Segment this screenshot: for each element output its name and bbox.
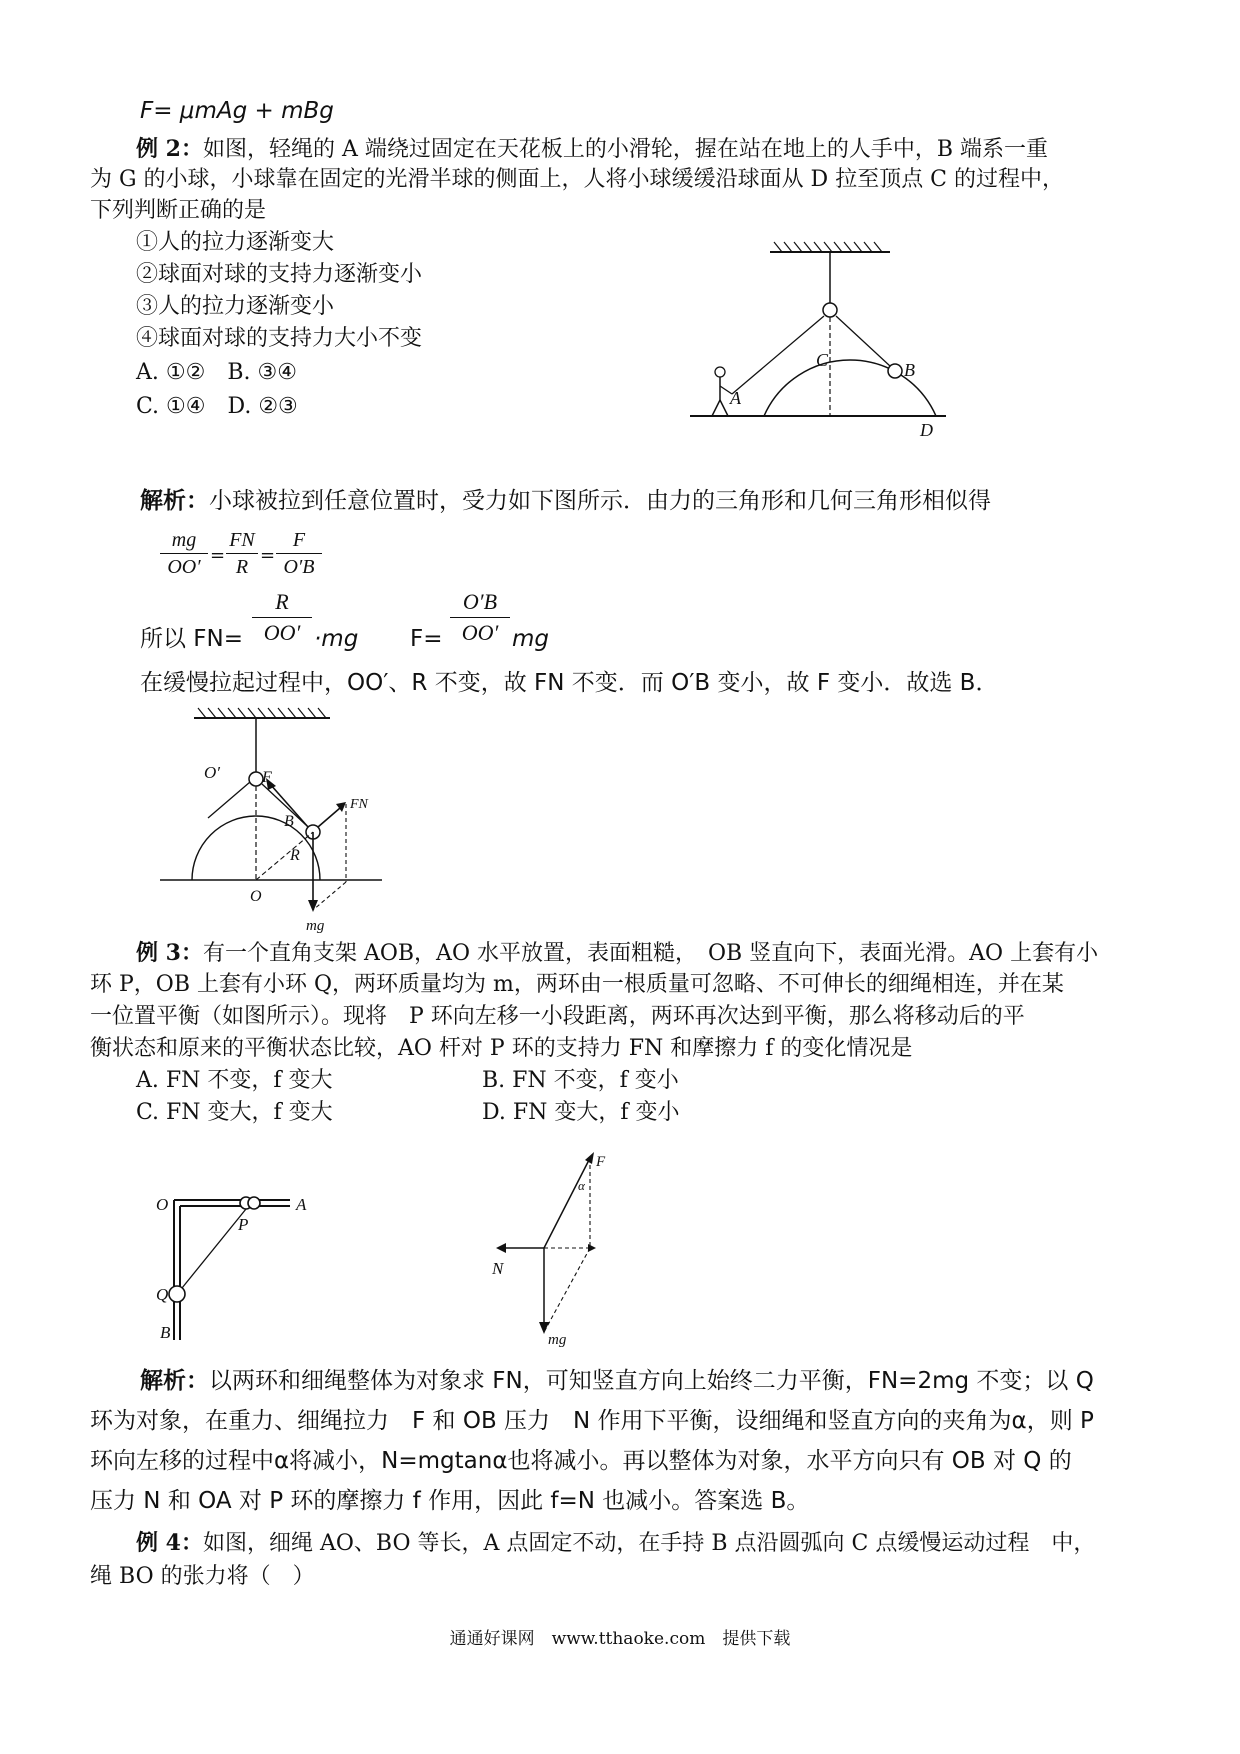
ex2-label: 例 2： <box>136 136 203 162</box>
ex3-label: 例 3： <box>136 940 203 966</box>
ex3-line3: 一位置平衡（如图所示）。现将 P 环向左移一小段距离，两环再次达到平衡，那么将移动后的平 <box>90 1004 1025 1029</box>
sol2-fig-label-o: O <box>250 888 262 905</box>
ex3-line4: 衡状态和原来的平衡状态比较，AO 杆对 P 环的支持力 FN 和摩擦力 f 的变化情况是 <box>90 1036 913 1061</box>
sol2-line <box>140 486 991 516</box>
eq-frac-1-num: mg <box>171 529 197 551</box>
ex4-text1: 如图，细绳 AO、BO 等长，A 点固定不动，在手持 B 点沿圆弧向 C 点缓慢运动过程 中， <box>202 1531 1096 1556</box>
fn-tail: ·mg <box>314 626 359 652</box>
sol2-fig-label-f: F <box>262 769 272 786</box>
formula-top: F= μmAg + mBg <box>140 98 334 124</box>
ex2-line1 <box>136 134 1048 165</box>
sol2-so-prefix: 所以 FN= <box>140 626 244 652</box>
eq-frac-2 <box>226 528 258 579</box>
fn-frac-den: OO′ <box>263 620 301 645</box>
ex2-item-4: ④球面对球的支持力大小不变 <box>136 326 423 351</box>
ex2-figure <box>690 240 950 440</box>
sol2-text: 小球被拉到任意位置时，受力如下图所示．由力的三角形和几何三角形相似得 <box>209 488 991 514</box>
eq-frac-1-den: OO′ <box>167 556 201 578</box>
sol2-figure <box>150 708 450 938</box>
ex3-option-c: C. FN 变大，f 变大 <box>136 1100 333 1125</box>
eq-frac-1 <box>160 528 208 579</box>
ex3-figure-bracket <box>150 1188 330 1348</box>
ex2-item-2: ②球面对球的支持力逐渐变小 <box>136 262 423 287</box>
fn-frac <box>252 588 312 647</box>
f-tail: mg <box>512 626 550 652</box>
sol2-fig-label-b: B <box>284 813 294 830</box>
ex4-line1 <box>136 1528 1095 1559</box>
sol3-label: 解析： <box>140 1368 209 1394</box>
ex4-line2: 绳 BO 的张力将（ ） <box>90 1564 315 1589</box>
eq-frac-2-num: FN <box>229 529 255 551</box>
ex2-item-1: ①人的拉力逐渐变大 <box>136 230 335 255</box>
ex3-fig2-label-alpha: α <box>578 1178 585 1193</box>
ex3-line2: 环 P，OB 上套有小环 Q，两环质量均为 m，两环由一根质量可忽略、不可伸长的细绳相连，并在某 <box>90 972 1064 997</box>
eq-frac-3-den: O′B <box>283 556 315 578</box>
ex3-fig1-label-a: A <box>296 1195 307 1214</box>
ex3-option-b: B. FN 不变，f 变小 <box>482 1068 679 1093</box>
page-footer: 通通好课网 www.tthaoke.com 提供下载 <box>449 1629 791 1649</box>
ex2-line2: 为 G 的小球，小球靠在固定的光滑半球的侧面上，人将小球缓缓沿球面从 D 拉至顶点 C 的过程中， <box>90 167 1065 192</box>
sol3-line2: 环为对象，在重力、细绳拉力 F 和 OB 压力 N 作用下平衡，设细绳和竖直方向的夹角为α，则 P <box>90 1408 1094 1434</box>
sol3-text1: 以两环和细绳整体为对象求 FN，可知竖直方向上始终二力平衡，FN=2mg 不变；以 Q <box>209 1368 1094 1394</box>
ex4-label: 例 4： <box>136 1530 203 1556</box>
ex3-text1: 有一个直角支架 AOB，AO 水平放置，表面粗糙， OB 竖直向下，表面光滑。AO 上套有小 <box>202 941 1099 966</box>
ex3-option-d: D. FN 变大，f 变小 <box>482 1100 680 1125</box>
eq-equal-2: = <box>260 545 276 566</box>
sol2-conclusion: 在缓慢拉起过程中，OO′、R 不变，故 FN 不变．而 O′B 变小，故 F 变小．故选 B． <box>140 670 999 696</box>
fn-frac-num: R <box>275 589 289 614</box>
eq-frac-3-num: F <box>292 529 306 551</box>
sol2-fig-label-fn: FN <box>350 797 368 812</box>
eq-frac-2-den: R <box>235 556 249 578</box>
sol2-fig-label-r: R <box>290 847 300 864</box>
eq-frac-3 <box>276 528 322 579</box>
f-prefix: F= <box>410 626 443 652</box>
ex3-fig1-label-b: B <box>160 1323 171 1342</box>
ex3-line1 <box>136 938 1098 969</box>
sol3-line4: 压力 N 和 OA 对 P 环的摩擦力 f 作用，因此 f=N 也减小。答案选 B。 <box>90 1488 810 1514</box>
ex3-fig2-label-mg: mg <box>548 1332 567 1348</box>
f-frac-den: OO′ <box>461 620 499 645</box>
ex3-fig1-label-q: Q <box>156 1285 169 1304</box>
ex2-options-1: A. ①② B. ③④ <box>136 360 297 385</box>
ex3-fig2-label-f: F <box>596 1154 606 1170</box>
ex3-option-a: A. FN 不变，f 变大 <box>136 1068 333 1093</box>
ex2-text1: 如图，轻绳的 A 端绕过固定在天花板上的小滑轮，握在站在地上的人手中，B 端系一重 <box>202 137 1049 162</box>
sol2-label: 解析： <box>140 488 209 514</box>
sol3-line1 <box>140 1366 1094 1396</box>
ex2-fig-label-b: B <box>904 360 915 380</box>
ex3-fig1-label-p: P <box>238 1215 249 1234</box>
ex2-item-3: ③人的拉力逐渐变小 <box>136 294 335 319</box>
ex2-fig-label-d: D <box>920 420 933 440</box>
sol2-fig-label-oprime: O′ <box>204 763 220 782</box>
sol2-fig-label-mg: mg <box>306 918 325 934</box>
ex3-fig2-label-n: N <box>492 1259 504 1278</box>
ex2-line3: 下列判断正确的是 <box>90 198 267 223</box>
f-frac <box>450 588 510 647</box>
sol3-line3: 环向左移的过程中α将减小，N=mgtanα也将减小。再以整体为对象，水平方向只有 OB 对 Q 的 <box>90 1448 1072 1474</box>
ex3-figure-forces <box>484 1150 624 1350</box>
ex3-fig1-label-o: O <box>156 1195 169 1214</box>
f-frac-num: O′B <box>462 589 498 614</box>
eq-equal-1: = <box>210 545 226 566</box>
ex2-fig-label-c: C <box>816 350 829 370</box>
ex2-options-2: C. ①④ D. ②③ <box>136 394 298 419</box>
ex2-fig-label-a: A <box>730 388 741 408</box>
